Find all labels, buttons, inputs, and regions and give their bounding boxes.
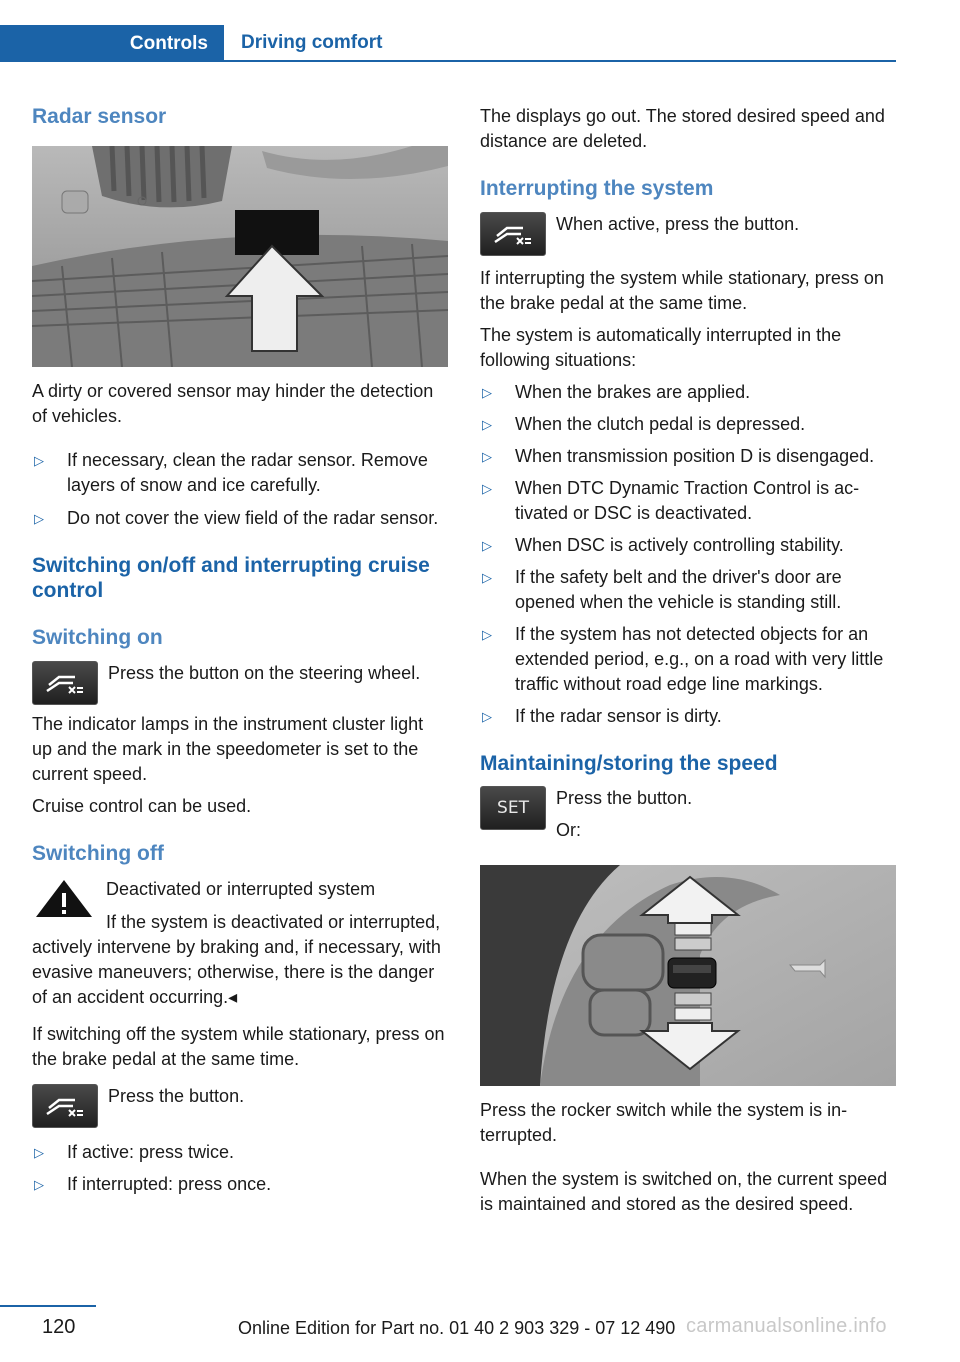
displays-text: The displays go out. The stored desired speed and distance are deleted. [480, 106, 885, 151]
rocker-switch-photo [480, 865, 896, 1086]
triangle-right-icon: ▷ [482, 570, 492, 585]
set-instruction: Press the button. [556, 788, 693, 808]
radar-sensor-photo [32, 146, 448, 367]
list-item: ▷ When transmission position D is disengaged. [480, 444, 896, 469]
triangle-right-icon: ▷ [34, 453, 44, 468]
triangle-right-icon: ▷ [482, 627, 492, 642]
switching-on-text-2: Cruise control can be used. [32, 796, 252, 816]
interrupting-text: If interrupting the system while stationary, press on the brake pedal at the same time. [480, 268, 884, 313]
warning-triangle-icon [32, 877, 96, 919]
list-item: ▷ If the system has not detected objects for an extended period, e.g., on a road with very little traffic without road edge line markings. [480, 622, 896, 697]
switching-off-row [32, 1084, 448, 1128]
set-button-icon: SET [480, 786, 546, 830]
maintained-text: When the system is switched on, the current speed is maintained and stored as the desired speed. [480, 1169, 888, 1214]
radar-sensor-illustration [32, 146, 448, 367]
set-row [480, 786, 896, 843]
set-or: Or: [556, 820, 581, 840]
interruption-list [480, 380, 896, 729]
page-header [0, 0, 960, 62]
list-item: ▷ When DSC is actively controlling stability. [480, 533, 896, 558]
list-item: ▷ If active: press twice. [32, 1140, 448, 1165]
list-item: ▷ If the safety belt and the driver's door are opened when the vehicle is standing still. [480, 565, 896, 615]
switching-off-text: If switching off the system while stationary, press on the brake pedal at the same time. [32, 1024, 445, 1069]
triangle-right-icon: ▷ [482, 481, 492, 496]
list-item: ▷ Do not cover the view field of the radar sensor. [32, 506, 448, 531]
watermark: carmanualsonline.info [686, 1315, 887, 1337]
left-column [32, 100, 448, 1197]
triangle-right-icon: ▷ [482, 709, 492, 724]
header-rule [224, 60, 896, 62]
list-item: ▷ When DTC Dynamic Traction Control is activated or DSC is deactivated. [480, 476, 896, 526]
list-item: ▷ When the brakes are applied. [480, 380, 896, 405]
cruise-control-distance-icon [32, 1084, 98, 1128]
radar-sensor-heading: Radar sensor [32, 105, 167, 128]
steering-wheel-illustration [480, 865, 896, 1086]
warning-text: If the system is deactivated or interrupted, actively intervene by braking and, if necessary, with evasive maneuvers; otherwise, there is the danger of an accident occurring.◂ [32, 912, 441, 1007]
triangle-right-icon: ▷ [34, 511, 44, 526]
triangle-right-icon: ▷ [34, 1177, 44, 1192]
cruise-control-distance-icon [32, 661, 98, 705]
maintaining-heading: Maintaining/storing the speed [480, 752, 778, 775]
section-tab[interactable]: Controls [0, 25, 224, 62]
switching-off-instruction: Press the button. [108, 1086, 245, 1106]
footer-rule [0, 1305, 96, 1307]
cruise-control-distance-icon [480, 212, 546, 256]
list-item: ▷ If interrupted: press once. [32, 1172, 448, 1197]
interrupting-instruction: When active, press the button. [556, 214, 800, 234]
warning-block [32, 877, 448, 1010]
warning-title: Deactivated or interrupted system [106, 879, 376, 899]
interrupting-text-2: The system is automatically interrupted in the following situations: [480, 325, 842, 370]
switching-heading: Switching on/off and interrupting cruise control [32, 554, 430, 602]
triangle-right-icon: ▷ [482, 417, 492, 432]
right-column [480, 100, 896, 1217]
switching-on-row [32, 661, 448, 705]
triangle-right-icon: ▷ [482, 538, 492, 553]
switching-on-heading: Switching on [32, 626, 163, 649]
edition-text: Online Edition for Part no. 01 40 2 903 329 - 07 12 490 [238, 1318, 676, 1338]
triangle-right-icon: ▷ [482, 449, 492, 464]
radar-sensor-text: A dirty or covered sensor may hinder the detection of vehicles. [32, 381, 434, 426]
interrupting-heading: Interrupting the system [480, 177, 714, 200]
list-item: ▷ When the clutch pedal is depressed. [480, 412, 896, 437]
switching-off-heading: Switching off [32, 842, 164, 865]
list-item: ▷ If the radar sensor is dirty. [480, 704, 896, 729]
triangle-right-icon: ▷ [482, 385, 492, 400]
page-number: 120 [42, 1316, 76, 1338]
switching-on-text: The indicator lamps in the instrument cluster light up and the mark in the speedometer is set to the current speed. [32, 714, 424, 784]
switching-on-instruction: Press the button on the steering wheel. [108, 663, 421, 683]
list-item: ▷ If necessary, clean the radar sensor. Remove layers of snow and ice carefully. [32, 448, 448, 498]
subsection-title[interactable]: Driving comfort [241, 32, 383, 53]
interrupting-row [480, 212, 896, 256]
triangle-right-icon: ▷ [34, 1145, 44, 1160]
rocker-text: Press the rocker switch while the system is interrupted. [480, 1100, 848, 1145]
